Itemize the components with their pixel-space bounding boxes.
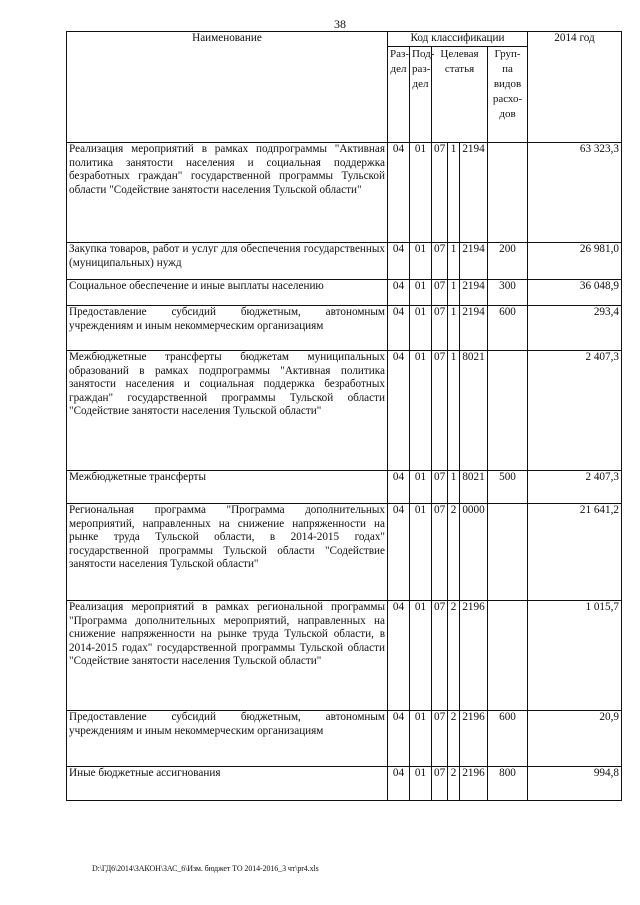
row-target-subprogram: 1 [448, 351, 460, 471]
row-section: 04 [388, 280, 410, 306]
column-header-name: Наименование [67, 32, 388, 143]
row-target-subprogram: 2 [448, 504, 460, 601]
row-target-direction: 2194 [460, 143, 488, 243]
row-target-subprogram: 1 [448, 280, 460, 306]
row-amount: 63 323,3 [528, 143, 622, 243]
row-name: Реализация мероприятий в рамках региональной программы "Программа дополнительных мероприятий, направленных на снижение напряженности на рынке труда Тульской области, в 2014-2015 годах" государственной программы Тульской области "Содействие занятости населения Тульской области" [67, 601, 388, 711]
table-row [67, 143, 622, 243]
column-header-year: 2014 год [528, 32, 622, 143]
row-amount: 36 048,9 [528, 280, 622, 306]
table-row [67, 306, 622, 351]
row-name: Реализация мероприятий в рамках подпрограммы "Активная политика занятости населения и социальная поддержка безработных граждан" государственной программы Тульской области "Содействие занятости населения Тульской области" [67, 143, 388, 243]
row-target-subprogram: 2 [448, 711, 460, 767]
column-header-section [388, 47, 410, 143]
row-target-subprogram: 1 [448, 306, 460, 351]
row-target-direction: 8021 [460, 351, 488, 471]
column-header-expense-group: Груп-па видов расхо-дов [488, 47, 528, 143]
row-target-program: 07 [432, 351, 448, 471]
row-subsection: 01 [410, 711, 432, 767]
table-row [67, 711, 622, 767]
row-subsection: 01 [410, 306, 432, 351]
row-target-program: 07 [432, 280, 448, 306]
table-row [67, 280, 622, 306]
row-subsection: 01 [410, 143, 432, 243]
row-amount: 2 407,3 [528, 471, 622, 504]
row-target-subprogram: 1 [448, 243, 460, 280]
row-section: 04 [388, 471, 410, 504]
page-number: 38 [334, 17, 346, 31]
row-expense-group: 600 [488, 306, 528, 351]
row-name: Предоставление субсидий бюджетным, автономным учреждениям и иным некоммерческим организациям [67, 306, 388, 351]
column-header-classification: Код классификации [388, 32, 528, 47]
row-section: 04 [388, 601, 410, 711]
row-amount: 21 641,2 [528, 504, 622, 601]
section-label: Раз-дел [390, 48, 410, 75]
row-expense-group: 200 [488, 243, 528, 280]
row-name: Закупка товаров, работ и услуг для обеспечения государственных (муниципальных) нужд [67, 243, 388, 280]
row-target-subprogram: 2 [448, 767, 460, 801]
row-target-direction: 2194 [460, 280, 488, 306]
row-target-direction: 2194 [460, 243, 488, 280]
row-expense-group: 300 [488, 280, 528, 306]
row-expense-group: 500 [488, 471, 528, 504]
row-target-program: 07 [432, 471, 448, 504]
row-target-program: 07 [432, 767, 448, 801]
row-name: Социальное обеспечение и иные выплаты населению [67, 280, 388, 306]
table-row [67, 504, 622, 601]
row-target-direction: 8021 [460, 471, 488, 504]
row-target-program: 07 [432, 711, 448, 767]
table-row [67, 243, 622, 280]
row-expense-group [488, 143, 528, 243]
column-header-subsection [410, 47, 435, 143]
row-amount: 2 407,3 [528, 351, 622, 471]
table-row [67, 471, 622, 504]
row-name: Предоставление субсидий бюджетным, автономным учреждениям и иным некоммерческим организациям [67, 711, 388, 767]
row-subsection: 01 [410, 601, 432, 711]
row-subsection: 01 [410, 243, 432, 280]
row-target-subprogram: 1 [448, 471, 460, 504]
row-target-program: 07 [432, 306, 448, 351]
row-expense-group [488, 601, 528, 711]
row-section: 04 [388, 306, 410, 351]
row-target-direction: 2196 [460, 767, 488, 801]
row-subsection: 01 [410, 767, 432, 801]
table-row [67, 601, 622, 711]
row-expense-group [488, 504, 528, 601]
row-target-program: 07 [432, 504, 448, 601]
row-subsection: 01 [410, 471, 432, 504]
row-subsection: 01 [410, 504, 432, 601]
row-target-direction: 0000 [460, 504, 488, 601]
row-target-program: 07 [432, 143, 448, 243]
row-section: 04 [388, 243, 410, 280]
row-name: Межбюджетные трансферты бюджетам муниципальных образований в рамках подпрограммы "Активная политика занятости населения и социальная поддержка безработных граждан" государственной программы Тульской области "Содействие занятости населения Тульской области" [67, 351, 388, 471]
row-target-subprogram: 1 [448, 143, 460, 243]
row-section: 04 [388, 711, 410, 767]
row-expense-group [488, 351, 528, 471]
row-amount: 1 015,7 [528, 601, 622, 711]
row-amount: 293,4 [528, 306, 622, 351]
row-subsection: 01 [410, 351, 432, 471]
row-target-subprogram: 2 [448, 601, 460, 711]
row-amount: 20,9 [528, 711, 622, 767]
row-section: 04 [388, 143, 410, 243]
row-target-program: 07 [432, 243, 448, 280]
row-subsection: 01 [410, 280, 432, 306]
subsection-label: Под-раз-дел [412, 48, 435, 90]
row-section: 04 [388, 504, 410, 601]
row-amount: 26 981,0 [528, 243, 622, 280]
row-section: 04 [388, 351, 410, 471]
row-target-direction: 2196 [460, 711, 488, 767]
column-header-target: Целевая статья [432, 47, 488, 143]
budget-table [66, 31, 622, 801]
table-row [67, 767, 622, 801]
row-expense-group: 800 [488, 767, 528, 801]
row-target-program: 07 [432, 601, 448, 711]
row-name: Межбюджетные трансферты [67, 471, 388, 504]
row-name: Иные бюджетные ассигнования [67, 767, 388, 801]
table-row [67, 351, 622, 471]
row-amount: 994,8 [528, 767, 622, 801]
row-target-direction: 2196 [460, 601, 488, 711]
row-expense-group: 600 [488, 711, 528, 767]
row-target-direction: 2194 [460, 306, 488, 351]
file-path-footer: D:\ГД6\2014\ЗАКОН\ЗАС_6\Изм. бюджет ТО 2014-2016_3 чт\pr4.xls [92, 864, 319, 873]
row-name: Региональная программа "Программа дополнительных мероприятий, направленных на снижение напряженности на рынке труда Тульской области, в 2014-2015 годах" государственной программы Тульской области "Содействие занятости населения Тульской области" [67, 504, 388, 601]
row-section: 04 [388, 767, 410, 801]
